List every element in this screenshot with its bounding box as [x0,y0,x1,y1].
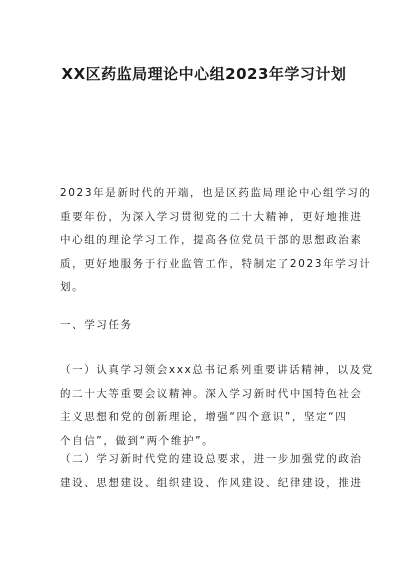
intro-line: 质，更好地服务于行业监管工作，特制定了2023年学习计 [60,257,372,270]
task-item-line: （二）学习新时代党的建设总要求，进一步加强党的政治 [60,453,363,465]
task-item-line: 个自信”，做到“两个维护”。 [60,434,215,447]
task-item-line: （一）认真学习领会xxx总书记系列重要讲话精神，以及党 [60,364,374,376]
intro-paragraph [60,182,372,300]
intro-line: 重要年份，为深入学习贯彻党的二十大精神，更好地推进 [60,210,363,223]
intro-line: 2023年是新时代的开端，也是区药监局理论中心组学习的 [60,187,372,199]
section-heading-text: 一、学习任务 [60,319,133,331]
task-item-2 [60,448,363,495]
intro-line: 中心组的理论学习工作，提高各位党员干部的思想政治素 [60,234,363,246]
task-item-line: 建设、思想建设、组织建设、作风建设、纪律建设，推进 [60,476,363,489]
document-title: XX区药监局理论中心组2023年学习计划 [61,65,347,83]
intro-line: 划。 [60,281,85,293]
task-item-line: 主义思想和党的创新理论，增强“四个意识”，坚定“四 [60,411,348,423]
task-item-line: 的二十大等重要会议精神。深入学习新时代中国特色社会 [60,387,363,400]
section-heading [60,314,352,338]
task-item-1 [60,359,374,453]
